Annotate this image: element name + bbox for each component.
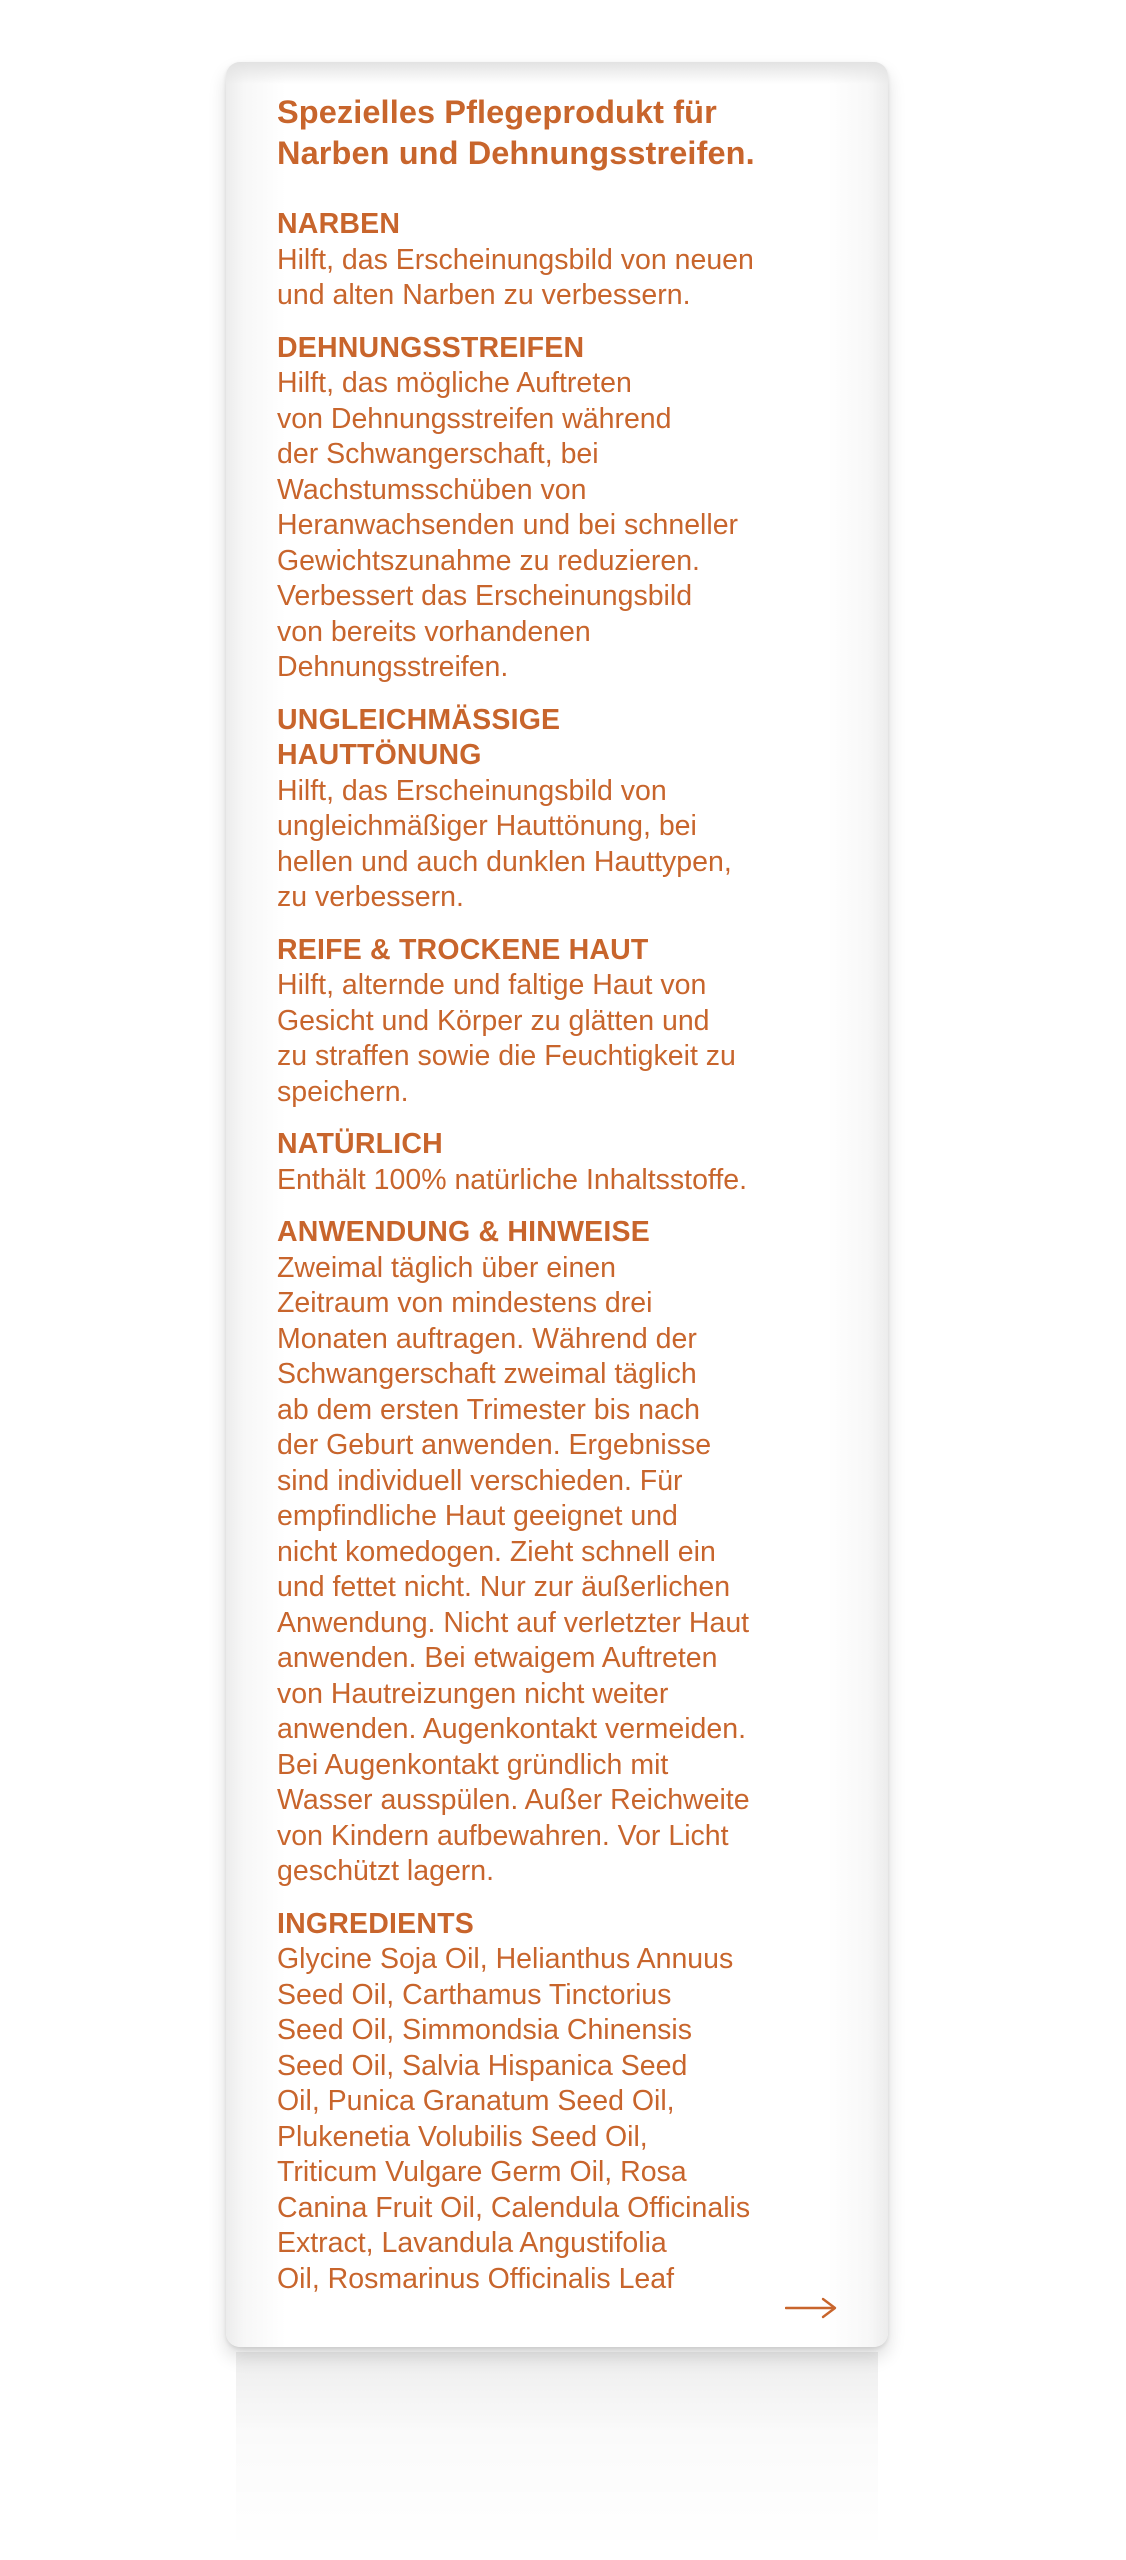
section-body-line: nicht komedogen. Zieht schnell ein xyxy=(277,1535,716,1568)
section-body-line: der Geburt anwenden. Ergebnisse xyxy=(277,1429,712,1461)
section-body-line: Seed Oil, Carthamus Tinctorius xyxy=(277,1978,672,2011)
headline xyxy=(277,92,867,174)
section-body-line: Zweimal täglich über einen xyxy=(277,1251,617,1284)
section-body-line: Verbessert das Erscheinungsbild xyxy=(277,580,693,612)
section-body xyxy=(277,1251,867,1890)
section-title-line: INGREDIENTS xyxy=(277,1907,474,1940)
section-body-line: Enthält 100% natürliche Inhaltsstoffe. xyxy=(277,1163,748,1196)
section-title-line: ANWENDUNG & HINWEISE xyxy=(277,1216,650,1248)
section-body-line: von bereits vorhandenen xyxy=(277,615,591,648)
section-body-line: Seed Oil, Simmondsia Chinensis xyxy=(277,2014,693,2046)
section-title-line: NATÜRLICH xyxy=(277,1128,443,1160)
section-title-line: REIFE & TROCKENE HAUT xyxy=(277,933,649,966)
section-body-line: Dehnungsstreifen. xyxy=(277,651,509,683)
section-body-line: Monaten auftragen. Während der xyxy=(277,1322,697,1355)
section-title xyxy=(277,1127,867,1163)
section-body xyxy=(277,243,867,314)
section-body-line: Anwendung. Nicht auf verletzter Haut xyxy=(277,1606,750,1639)
headline-line: Spezielles Pflegeprodukt für xyxy=(277,94,717,130)
section-body-line: Schwangerschaft zweimal täglich xyxy=(277,1358,697,1390)
section-body xyxy=(277,1942,867,2297)
section-body-line: Extract, Lavandula Angustifolia xyxy=(277,2227,667,2259)
section-body-line: Hilft, das Erscheinungsbild von xyxy=(277,774,667,807)
section-body-line: ungleichmäßiger Hauttönung, bei xyxy=(277,810,697,842)
section-body-line: Wachstumsschüben von xyxy=(277,473,587,506)
section-anwendung-hinweise xyxy=(277,1215,867,1890)
section-body-line: Hilft, das Erscheinungsbild von neuen xyxy=(277,243,754,276)
section-body-line: Hilft, das mögliche Auftreten xyxy=(277,367,632,399)
section-title xyxy=(277,933,867,969)
section-body-line: zu straffen sowie die Feuchtigkeit zu xyxy=(277,1040,736,1072)
section-reife-trockene-haut xyxy=(277,933,867,1111)
section-body-line: Wasser ausspülen. Außer Reichweite xyxy=(277,1784,750,1816)
section-body-line: sind individuell verschieden. Für xyxy=(277,1464,683,1497)
section-title-line: UNGLEICHMÄSSIGE xyxy=(277,703,561,736)
section-body-line: empfindliche Haut geeignet und xyxy=(277,1500,678,1532)
section-title xyxy=(277,1907,867,1943)
section-body-line: Oil, Rosmarinus Officinalis Leaf xyxy=(277,2262,675,2295)
arrow-right-icon xyxy=(785,2296,837,2320)
section-body xyxy=(277,968,867,1110)
section-body-line: geschützt lagern. xyxy=(277,1855,495,1887)
section-hauttoenung xyxy=(277,703,867,916)
section-body-line: Gesicht und Körper zu glätten und xyxy=(277,1004,710,1037)
section-title-line: NARBEN xyxy=(277,208,401,240)
section-body-line: und fettet nicht. Nur zur äußerlichen xyxy=(277,1571,731,1603)
section-body-line: Gewichtszunahme zu reduzieren. xyxy=(277,544,700,577)
section-dehnungsstreifen xyxy=(277,331,867,686)
section-body xyxy=(277,774,867,916)
section-body-line: Plukenetia Volubilis Seed Oil, xyxy=(277,2120,648,2153)
section-body-line: Hilft, alternde und faltige Haut von xyxy=(277,969,707,1001)
section-body-line: anwenden. Bei etwaigem Auftreten xyxy=(277,1642,718,1674)
section-body-line: Oil, Punica Granatum Seed Oil, xyxy=(277,2085,675,2117)
section-body-line: von Hautreizungen nicht weiter xyxy=(277,1677,669,1710)
box-reflection xyxy=(236,2352,878,2552)
section-body-line: zu verbessern. xyxy=(277,881,464,913)
section-body-line: von Dehnungsstreifen während xyxy=(277,402,672,435)
section-title xyxy=(277,331,867,367)
section-body-line: von Kindern aufbewahren. Vor Licht xyxy=(277,1819,729,1852)
section-natuerlich xyxy=(277,1127,867,1198)
section-title xyxy=(277,1215,867,1251)
section-body-line: speichern. xyxy=(277,1075,409,1108)
section-body-line: hellen und auch dunklen Hauttypen, xyxy=(277,845,732,878)
section-body-line: Zeitraum von mindestens drei xyxy=(277,1287,653,1319)
section-body-line: Glycine Soja Oil, Helianthus Annuus xyxy=(277,1943,734,1975)
section-ingredients xyxy=(277,1907,867,2298)
section-narben xyxy=(277,207,867,314)
section-body-line: Bei Augenkontakt gründlich mit xyxy=(277,1748,669,1781)
section-title-line: DEHNUNGSSTREIFEN xyxy=(277,331,585,364)
section-title xyxy=(277,703,867,774)
headline-line: Narben und Dehnungsstreifen. xyxy=(277,135,755,171)
section-title xyxy=(277,207,867,243)
section-body-line: Heranwachsenden und bei schneller xyxy=(277,509,739,541)
section-title-line: HAUTTÖNUNG xyxy=(277,739,482,771)
section-body-line: ab dem ersten Trimester bis nach xyxy=(277,1393,700,1426)
section-body-line: und alten Narben zu verbessern. xyxy=(277,279,691,311)
section-body xyxy=(277,366,867,686)
section-body-line: anwenden. Augenkontakt vermeiden. xyxy=(277,1713,746,1745)
section-body-line: Canina Fruit Oil, Calendula Officinalis xyxy=(277,2191,751,2224)
section-body xyxy=(277,1163,867,1199)
product-text-content xyxy=(277,92,867,2314)
section-body-line: der Schwangerschaft, bei xyxy=(277,438,599,470)
section-body-line: Seed Oil, Salvia Hispanica Seed xyxy=(277,2049,688,2082)
section-body-line: Triticum Vulgare Germ Oil, Rosa xyxy=(277,2156,687,2188)
